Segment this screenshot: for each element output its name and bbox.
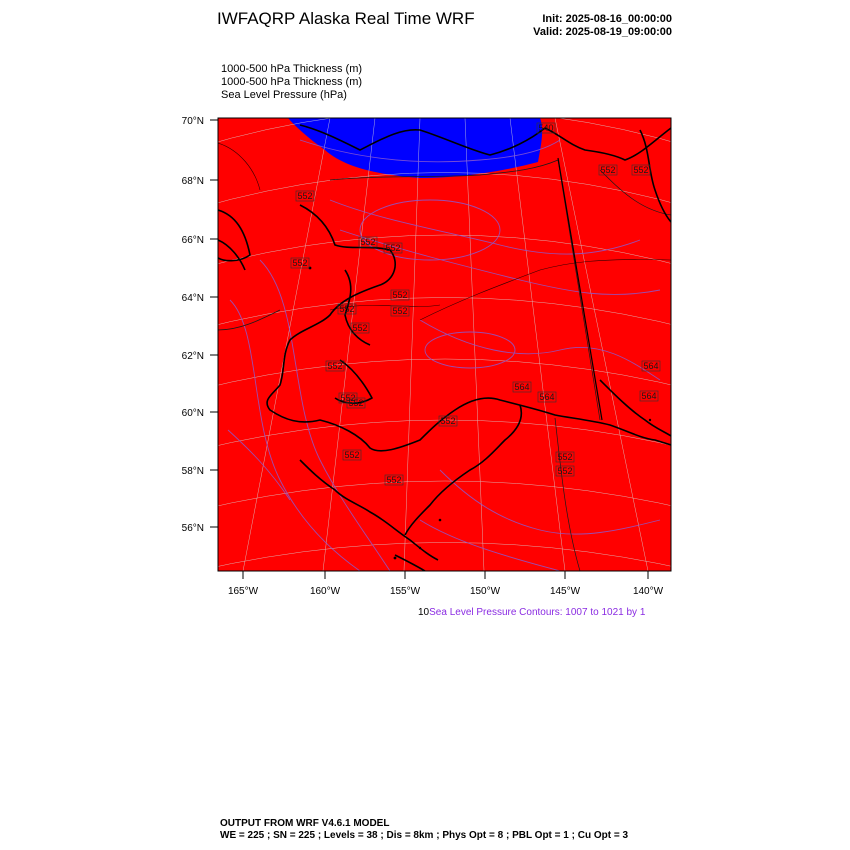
lat-label-62: 62°N — [181, 351, 204, 362]
lon-label-140: 140°W — [632, 586, 664, 597]
contour-info — [418, 607, 645, 618]
thickness-label: 552 — [557, 466, 573, 476]
thickness-label: 552 — [327, 361, 343, 371]
field-label-thickness-2: 1000-500 hPa Thickness (m) — [221, 76, 363, 88]
lat-label-70: 70°N — [181, 116, 204, 127]
lon-label-150: 150°W — [469, 586, 501, 597]
lat-label-66: 66°N — [181, 235, 204, 246]
lat-label-58: 58°N — [181, 466, 204, 477]
thickness-label: 552 — [292, 258, 308, 268]
lon-ticks — [243, 571, 648, 579]
thickness-label: 564 — [641, 391, 657, 401]
thickness-label: 552 — [339, 304, 355, 314]
thickness-label: 564 — [643, 361, 659, 371]
lon-label-155: 155°W — [389, 586, 421, 597]
lat-labels — [182, 116, 204, 534]
lat-label-60: 60°N — [181, 408, 204, 419]
warm-thickness-fill — [218, 118, 671, 571]
slp-contour-info: Sea Level Pressure Contours: 1007 to 1021 by 1 — [429, 607, 646, 618]
thickness-label: 552 — [392, 290, 408, 300]
model-footer-line1: OUTPUT FROM WRF V4.6.1 MODEL — [220, 818, 390, 829]
thickness-label: 540 — [538, 123, 554, 133]
thickness-label: 552 — [600, 165, 616, 175]
thickness-label: 552 — [557, 452, 573, 462]
lat-label-56: 56°N — [181, 523, 204, 534]
lat-label-64: 64°N — [181, 293, 204, 304]
thickness-label: 552 — [633, 165, 649, 175]
field-label-thickness-1: 1000-500 hPa Thickness (m) — [221, 63, 363, 75]
thickness-label: 564 — [539, 392, 555, 402]
lon-label-165: 165°W — [227, 586, 259, 597]
model-footer-line2: WE = 225 ; SN = 225 ; Levels = 38 ; Dis = 8km ; Phys Opt = 8 ; PBL Opt = 1 ; Cu Opt = 3 — [220, 830, 629, 841]
contour-info-cut-prefix: 10 — [418, 607, 430, 618]
thickness-label: 552 — [344, 450, 360, 460]
lat-ticks — [210, 120, 218, 527]
lat-label-68: 68°N — [181, 176, 204, 187]
map-plot-area — [160, 45, 730, 580]
thickness-label: 552 — [386, 475, 402, 485]
thickness-label: 552 — [352, 323, 368, 333]
thickness-label: 552 — [440, 416, 456, 426]
init-time: Init: 2025-08-16_00:00:00 — [542, 13, 672, 25]
lon-labels — [228, 586, 664, 597]
plot-title: IWFAQRP Alaska Real Time WRF — [217, 9, 475, 28]
lon-label-160: 160°W — [309, 586, 341, 597]
thickness-label: 552 — [360, 237, 376, 247]
thickness-label: 552 — [340, 393, 356, 403]
valid-time: Valid: 2025-08-19_09:00:00 — [533, 26, 672, 38]
thickness-label: 564 — [514, 382, 530, 392]
thickness-label: 552 — [348, 398, 364, 408]
thickness-label: 552 — [392, 306, 408, 316]
field-label-slp: Sea Level Pressure (hPa) — [221, 89, 347, 101]
lon-label-145: 145°W — [549, 586, 581, 597]
thickness-label: 552 — [297, 191, 313, 201]
thickness-label: 552 — [385, 243, 401, 253]
